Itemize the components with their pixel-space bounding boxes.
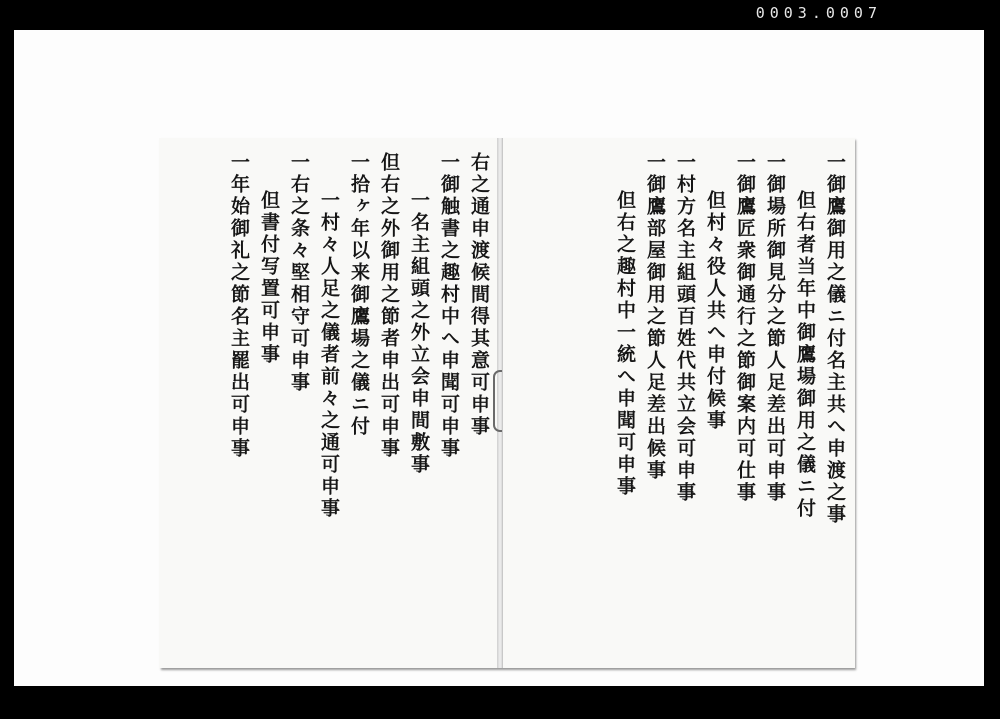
text-column: 右之通申渡候間得其意可申事 bbox=[468, 152, 490, 438]
text-column: 一御鷹御用之儀ニ付名主共へ申渡之事 bbox=[824, 152, 846, 526]
right-page bbox=[502, 138, 855, 668]
frame-id: 0003.0007 bbox=[755, 4, 882, 22]
text-column: 一右之条々堅相守可申事 bbox=[288, 152, 310, 394]
text-column: 但書付写置可申事 bbox=[258, 190, 280, 366]
left-page-text bbox=[165, 152, 493, 658]
text-column: 一村々人足之儀者前々之通可申事 bbox=[318, 190, 340, 520]
mount-board bbox=[14, 30, 984, 686]
text-column: 一御鷹部屋御用之節人足差出候事 bbox=[644, 152, 666, 482]
right-page-text bbox=[509, 152, 849, 658]
text-column: 一年始御礼之節名主罷出可申事 bbox=[228, 152, 250, 460]
text-column: 但村々役人共へ申付候事 bbox=[704, 190, 726, 432]
manuscript-sheet bbox=[159, 138, 854, 668]
text-column: 一御触書之趣村中へ申聞可申事 bbox=[438, 152, 460, 460]
text-column: 但右之外御用之節者申出可申事 bbox=[378, 152, 400, 460]
text-column: 但右之趣村中一統へ申聞可申事 bbox=[614, 190, 636, 498]
text-column: 一名主組頭之外立会申間敷事 bbox=[408, 190, 430, 476]
text-column: 但右者当年中御鷹場御用之儀ニ付 bbox=[794, 190, 816, 520]
text-column: 一村方名主組頭百姓代共立会可申事 bbox=[674, 152, 696, 504]
text-column: 一御鷹匠衆御通行之節御案内可仕事 bbox=[734, 152, 756, 504]
text-column: 一拾ヶ年以来御鷹場之儀ニ付 bbox=[348, 152, 370, 438]
text-column: 一御場所御見分之節人足差出可申事 bbox=[764, 152, 786, 504]
left-page bbox=[159, 138, 500, 668]
